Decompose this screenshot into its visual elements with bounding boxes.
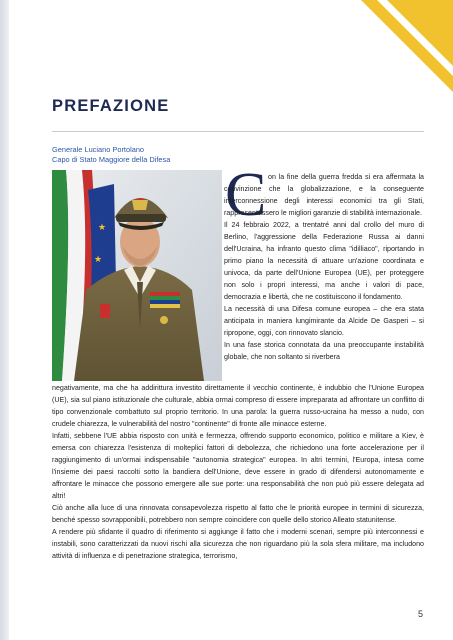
paragraph-5: Infatti, sebbene l'UE abbia risposto con unità e fermezza, offrendo supporto economico, politico e militare a Kiev, è emersa con chiarezza l'esistenza di molteplici fattori di debolezza, che richiedono una forte accelerazione per il raggiungimento di un'ormai indispensabile "autonomia strategica" europea. In altri termini, l'Europa, intesa come l'insieme dei paesi raccolti sotto la bandiera dell'Unione, deve essere in grado di difendersi autonomamente e affrontare le minacce che possono emergere alle sue porte: una responsabilità che non può più essere delegata ad altri!: [52, 432, 424, 500]
author-block: [52, 145, 170, 165]
full-width-text: [52, 382, 424, 562]
svg-text:★: ★: [98, 222, 107, 232]
title-divider: [52, 131, 424, 132]
author-role: Capo di Stato Maggiore della Difesa: [52, 155, 171, 164]
page-title: PREFAZIONE: [52, 97, 170, 115]
paragraph-6: Ciò anche alla luce di una rinnovata consapevolezza rispetto al fatto che le priorità europee in termini di sicurezza, benché spesso sovrapponibili, potrebbero non sempre coincidere con quelle dello storico Alleato statunitense.: [52, 504, 424, 524]
page-edge-strip: [0, 0, 9, 640]
paragraph-4-continued: negativamente, ma che ha addirittura investito direttamente il vecchio continente, è indubbio che l'Unione Europea (UE), sia sul piano istituzionale che culturale, abbia ormai compreso di essere impreparata ad affrontare un conflitto di tipo convenzionale combattuto sul proprio territorio. In una parola: la guerra russo-ucraina ha messo a nudo, con crudele chiarezza, le vulnerabilità del nostro "continente" di fronte alle minacce esterne.: [52, 384, 424, 428]
paragraph-2: Il 24 febbraio 2022, a trentatré anni dal crollo del muro di Berlino, l'aggressione della Federazione Russa ai danni dell'Ucraina, ha infranto questo clima "idilliaco", riportando in primo piano la necessità di attuare un'azione coordinata e univoca, da parte dell'Unione Europea (UE), per proteggere non solo i propri interessi, ma anche i valori di pace, democrazia e libertà, che ne costituiscono il fondamento.: [224, 221, 424, 301]
column-text: [224, 161, 424, 363]
svg-text:★: ★: [94, 254, 103, 264]
page-number: 5: [417, 609, 423, 619]
author-portrait-photo: [52, 170, 222, 381]
paragraph-1: on la fine della guerra fredda si era affermata la convinzione che la globalizzazione, e la conseguente interconnessione degli interessi economici tra gli Stati, rappresentassero le migliori garanzie di stabilità internazionale.: [224, 173, 424, 217]
paragraph-3: La necessità di una Difesa comune europea – che era stata anticipata in maniera lungimirante da Alcide De Gasperi – si ripropone, oggi, con rinnovato slancio.: [224, 305, 424, 337]
paragraph-4-start: In una fase storica connotata da una preoccupante instabilità globale, che non soltanto si riverbera: [224, 341, 424, 361]
drop-cap: C: [225, 161, 267, 229]
corner-triangle-decoration: [333, 0, 453, 120]
author-name: Generale Luciano Portolano: [52, 145, 145, 154]
paragraph-7: A rendere più sfidante il quadro di riferimento si aggiunge il fatto che i moderni scenari, sempre più interconnessi e instabili, sono caratterizzati da nuovi rischi alla sicurezza che non riguardano più la sola sfera militare, ma includono attività di influenza e di penetrazione strategica, terrorismo,: [52, 528, 424, 560]
